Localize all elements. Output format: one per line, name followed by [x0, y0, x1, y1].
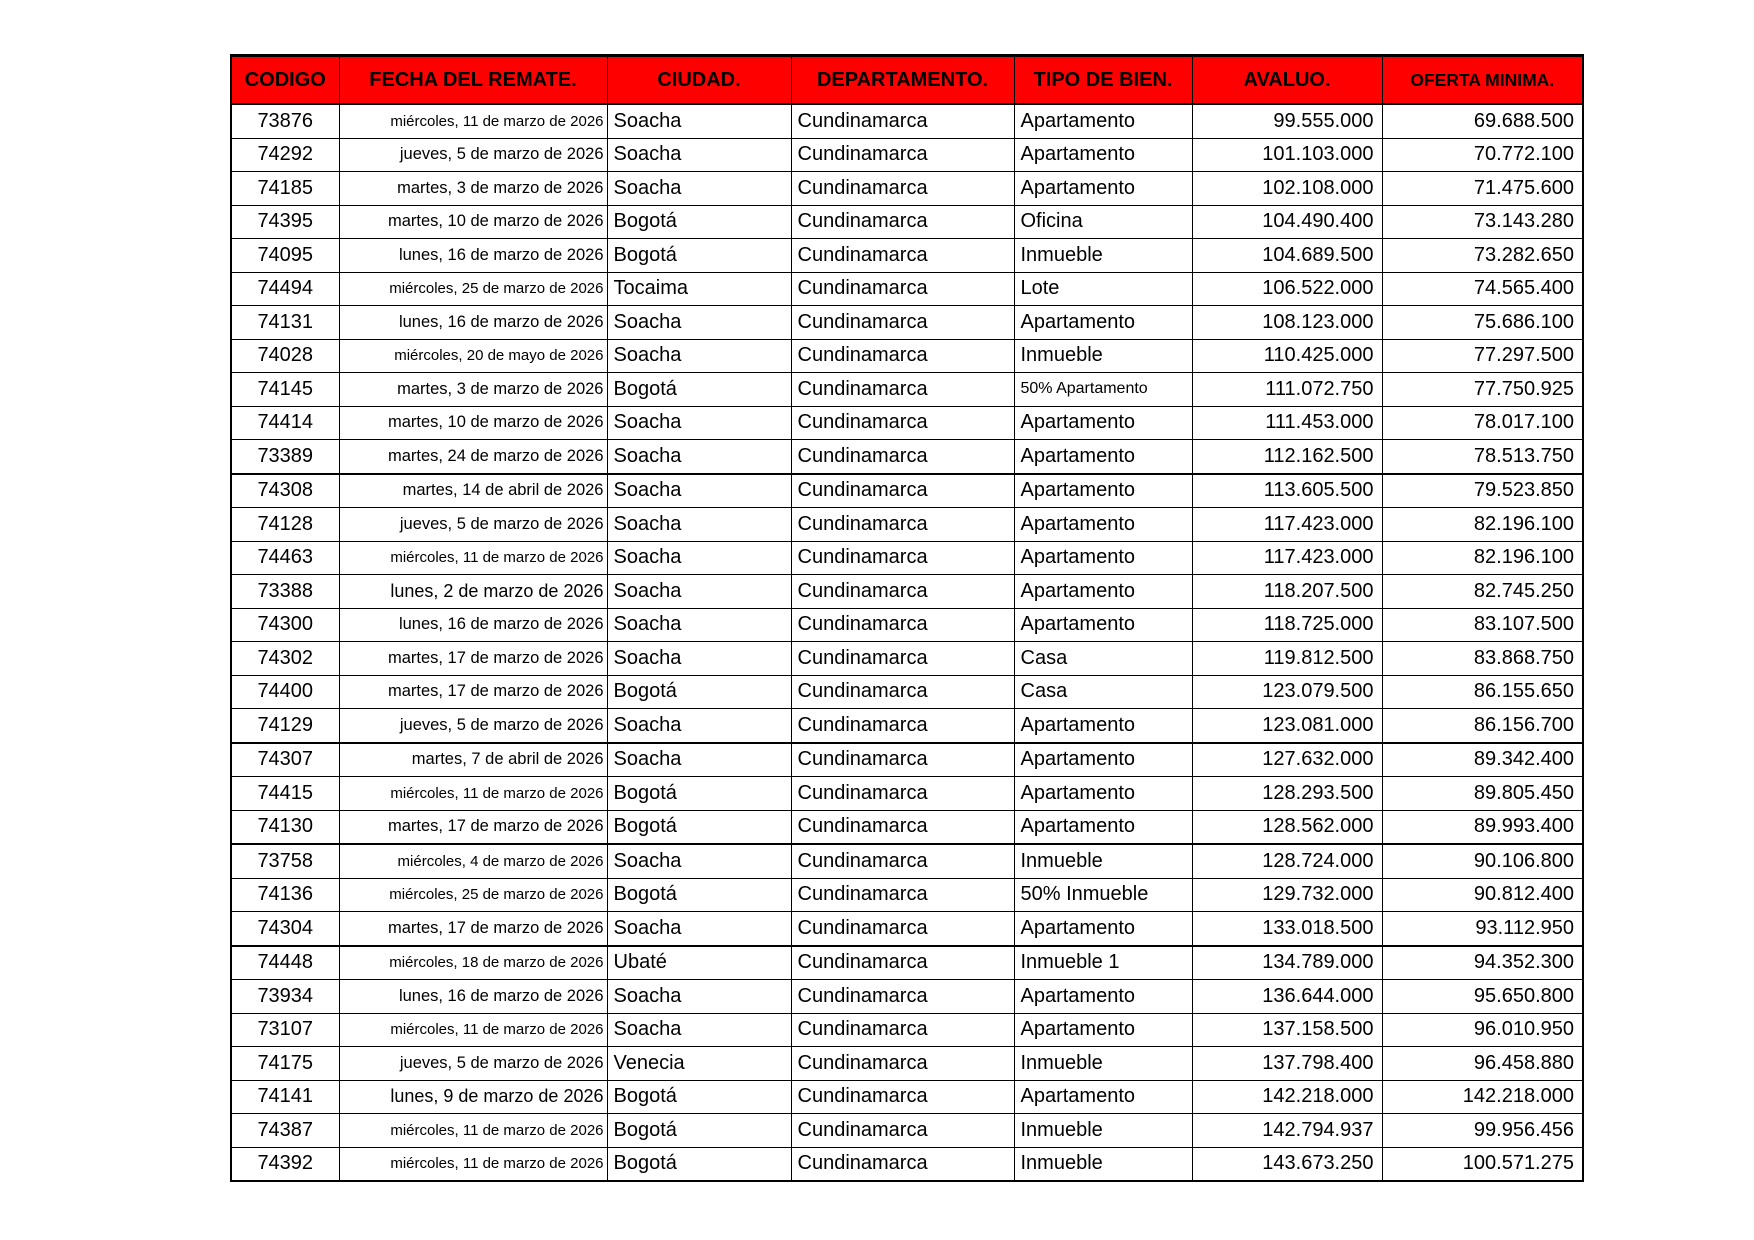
cell-departamento: Cundinamarca	[791, 272, 1014, 306]
cell-tipo: Lote	[1014, 272, 1192, 306]
cell-fecha: martes, 3 de marzo de 2026	[339, 172, 607, 206]
cell-departamento: Cundinamarca	[791, 205, 1014, 239]
cell-avaluo: 123.079.500	[1192, 675, 1382, 709]
table-row	[231, 912, 1583, 946]
cell-codigo: 74307	[231, 743, 339, 777]
cell-fecha: miércoles, 18 de marzo de 2026	[339, 946, 607, 980]
cell-tipo: Inmueble	[1014, 1147, 1192, 1181]
cell-oferta: 69.688.500	[1382, 104, 1583, 138]
cell-oferta: 142.218.000	[1382, 1080, 1583, 1114]
cell-departamento: Cundinamarca	[791, 1047, 1014, 1081]
cell-codigo: 74292	[231, 138, 339, 172]
cell-tipo: Inmueble	[1014, 339, 1192, 373]
cell-avaluo: 142.218.000	[1192, 1080, 1382, 1114]
cell-oferta: 82.745.250	[1382, 575, 1583, 609]
cell-avaluo: 110.425.000	[1192, 339, 1382, 373]
cell-avaluo: 112.162.500	[1192, 440, 1382, 474]
cell-avaluo: 137.158.500	[1192, 1013, 1382, 1047]
cell-departamento: Cundinamarca	[791, 239, 1014, 273]
cell-avaluo: 128.293.500	[1192, 777, 1382, 811]
cell-codigo: 74145	[231, 373, 339, 407]
cell-avaluo: 143.673.250	[1192, 1147, 1382, 1181]
cell-departamento: Cundinamarca	[791, 878, 1014, 912]
cell-tipo: Oficina	[1014, 205, 1192, 239]
cell-avaluo: 118.207.500	[1192, 575, 1382, 609]
cell-oferta: 86.156.700	[1382, 709, 1583, 743]
cell-codigo: 74415	[231, 777, 339, 811]
cell-tipo: Apartamento	[1014, 980, 1192, 1014]
cell-departamento: Cundinamarca	[791, 1114, 1014, 1148]
table-row	[231, 205, 1583, 239]
cell-codigo: 73758	[231, 844, 339, 878]
cell-fecha: martes, 24 de marzo de 2026	[339, 440, 607, 474]
cell-codigo: 74302	[231, 642, 339, 676]
header-avaluo: AVALUO.	[1192, 56, 1382, 105]
cell-tipo: Apartamento	[1014, 138, 1192, 172]
table-row	[231, 642, 1583, 676]
table-row	[231, 373, 1583, 407]
cell-fecha: miércoles, 25 de marzo de 2026	[339, 878, 607, 912]
cell-codigo: 74304	[231, 912, 339, 946]
cell-avaluo: 133.018.500	[1192, 912, 1382, 946]
cell-oferta: 78.017.100	[1382, 406, 1583, 440]
cell-tipo: Apartamento	[1014, 440, 1192, 474]
cell-departamento: Cundinamarca	[791, 810, 1014, 844]
cell-fecha: miércoles, 11 de marzo de 2026	[339, 541, 607, 575]
cell-departamento: Cundinamarca	[791, 642, 1014, 676]
cell-tipo: Apartamento	[1014, 810, 1192, 844]
table-row	[231, 810, 1583, 844]
cell-fecha: miércoles, 11 de marzo de 2026	[339, 1114, 607, 1148]
table-row	[231, 508, 1583, 542]
cell-departamento: Cundinamarca	[791, 440, 1014, 474]
cell-ciudad: Soacha	[607, 339, 791, 373]
cell-fecha: miércoles, 20 de mayo de 2026	[339, 339, 607, 373]
cell-tipo: Apartamento	[1014, 608, 1192, 642]
table-row	[231, 339, 1583, 373]
cell-oferta: 70.772.100	[1382, 138, 1583, 172]
cell-departamento: Cundinamarca	[791, 946, 1014, 980]
table-row	[231, 1047, 1583, 1081]
table-row	[231, 474, 1583, 508]
cell-tipo: Casa	[1014, 642, 1192, 676]
table-row	[231, 138, 1583, 172]
cell-fecha: lunes, 16 de marzo de 2026	[339, 239, 607, 273]
header-fecha-remate: FECHA DEL REMATE.	[339, 56, 607, 105]
cell-avaluo: 134.789.000	[1192, 946, 1382, 980]
cell-departamento: Cundinamarca	[791, 339, 1014, 373]
cell-departamento: Cundinamarca	[791, 1013, 1014, 1047]
cell-tipo: Apartamento	[1014, 306, 1192, 340]
header-codigo: CODIGO	[231, 56, 339, 105]
cell-codigo: 74175	[231, 1047, 339, 1081]
cell-avaluo: 102.108.000	[1192, 172, 1382, 206]
cell-avaluo: 128.724.000	[1192, 844, 1382, 878]
cell-fecha: jueves, 5 de marzo de 2026	[339, 508, 607, 542]
cell-tipo: Inmueble	[1014, 239, 1192, 273]
cell-oferta: 89.805.450	[1382, 777, 1583, 811]
cell-ciudad: Soacha	[607, 743, 791, 777]
cell-oferta: 77.750.925	[1382, 373, 1583, 407]
cell-avaluo: 101.103.000	[1192, 138, 1382, 172]
cell-departamento: Cundinamarca	[791, 743, 1014, 777]
cell-oferta: 90.106.800	[1382, 844, 1583, 878]
cell-departamento: Cundinamarca	[791, 104, 1014, 138]
cell-ciudad: Soacha	[607, 541, 791, 575]
cell-tipo: Apartamento	[1014, 743, 1192, 777]
auction-table	[230, 54, 1584, 1182]
cell-codigo: 73934	[231, 980, 339, 1014]
cell-fecha: miércoles, 4 de marzo de 2026	[339, 844, 607, 878]
cell-oferta: 75.686.100	[1382, 306, 1583, 340]
cell-departamento: Cundinamarca	[791, 844, 1014, 878]
cell-oferta: 99.956.456	[1382, 1114, 1583, 1148]
header-oferta-minima: OFERTA MINIMA.	[1382, 56, 1583, 105]
cell-ciudad: Ubaté	[607, 946, 791, 980]
cell-fecha: martes, 17 de marzo de 2026	[339, 675, 607, 709]
cell-departamento: Cundinamarca	[791, 709, 1014, 743]
cell-tipo: Apartamento	[1014, 474, 1192, 508]
cell-avaluo: 118.725.000	[1192, 608, 1382, 642]
cell-ciudad: Soacha	[607, 1013, 791, 1047]
cell-avaluo: 123.081.000	[1192, 709, 1382, 743]
cell-codigo: 74463	[231, 541, 339, 575]
cell-avaluo: 99.555.000	[1192, 104, 1382, 138]
cell-ciudad: Soacha	[607, 980, 791, 1014]
cell-oferta: 86.155.650	[1382, 675, 1583, 709]
cell-codigo: 73107	[231, 1013, 339, 1047]
header-ciudad: CIUDAD.	[607, 56, 791, 105]
table-row	[231, 406, 1583, 440]
cell-tipo: Apartamento	[1014, 777, 1192, 811]
cell-oferta: 74.565.400	[1382, 272, 1583, 306]
cell-codigo: 74136	[231, 878, 339, 912]
cell-fecha: martes, 10 de marzo de 2026	[339, 406, 607, 440]
cell-codigo: 74130	[231, 810, 339, 844]
cell-codigo: 74300	[231, 608, 339, 642]
cell-avaluo: 106.522.000	[1192, 272, 1382, 306]
table-row	[231, 104, 1583, 138]
cell-tipo: Casa	[1014, 675, 1192, 709]
cell-oferta: 83.868.750	[1382, 642, 1583, 676]
table-row	[231, 1114, 1583, 1148]
cell-avaluo: 117.423.000	[1192, 541, 1382, 575]
cell-oferta: 100.571.275	[1382, 1147, 1583, 1181]
cell-avaluo: 111.072.750	[1192, 373, 1382, 407]
cell-tipo: Apartamento	[1014, 1080, 1192, 1114]
cell-fecha: martes, 17 de marzo de 2026	[339, 912, 607, 946]
cell-tipo: Apartamento	[1014, 575, 1192, 609]
cell-ciudad: Soacha	[607, 709, 791, 743]
cell-departamento: Cundinamarca	[791, 541, 1014, 575]
header-tipo-bien: TIPO DE BIEN.	[1014, 56, 1192, 105]
cell-departamento: Cundinamarca	[791, 172, 1014, 206]
cell-fecha: jueves, 5 de marzo de 2026	[339, 709, 607, 743]
cell-codigo: 74414	[231, 406, 339, 440]
cell-fecha: martes, 10 de marzo de 2026	[339, 205, 607, 239]
cell-codigo: 74129	[231, 709, 339, 743]
cell-fecha: lunes, 2 de marzo de 2026	[339, 575, 607, 609]
cell-ciudad: Bogotá	[607, 1080, 791, 1114]
cell-fecha: jueves, 5 de marzo de 2026	[339, 1047, 607, 1081]
cell-fecha: martes, 17 de marzo de 2026	[339, 810, 607, 844]
cell-tipo: 50% Apartamento	[1014, 373, 1192, 407]
cell-avaluo: 136.644.000	[1192, 980, 1382, 1014]
cell-codigo: 74028	[231, 339, 339, 373]
cell-departamento: Cundinamarca	[791, 406, 1014, 440]
cell-departamento: Cundinamarca	[791, 306, 1014, 340]
cell-ciudad: Soacha	[607, 912, 791, 946]
cell-oferta: 82.196.100	[1382, 508, 1583, 542]
cell-tipo: Apartamento	[1014, 508, 1192, 542]
cell-oferta: 73.282.650	[1382, 239, 1583, 273]
cell-codigo: 74448	[231, 946, 339, 980]
cell-ciudad: Tocaima	[607, 272, 791, 306]
cell-departamento: Cundinamarca	[791, 608, 1014, 642]
cell-avaluo: 113.605.500	[1192, 474, 1382, 508]
cell-ciudad: Soacha	[607, 575, 791, 609]
cell-codigo: 74392	[231, 1147, 339, 1181]
cell-ciudad: Bogotá	[607, 810, 791, 844]
cell-avaluo: 127.632.000	[1192, 743, 1382, 777]
cell-departamento: Cundinamarca	[791, 675, 1014, 709]
cell-tipo: Apartamento	[1014, 1013, 1192, 1047]
table-row	[231, 272, 1583, 306]
cell-ciudad: Soacha	[607, 844, 791, 878]
cell-tipo: Apartamento	[1014, 541, 1192, 575]
cell-oferta: 90.812.400	[1382, 878, 1583, 912]
cell-oferta: 89.993.400	[1382, 810, 1583, 844]
cell-avaluo: 117.423.000	[1192, 508, 1382, 542]
cell-departamento: Cundinamarca	[791, 508, 1014, 542]
cell-tipo: 50% Inmueble	[1014, 878, 1192, 912]
table-row	[231, 777, 1583, 811]
cell-ciudad: Soacha	[607, 608, 791, 642]
table-row	[231, 440, 1583, 474]
cell-codigo: 74131	[231, 306, 339, 340]
cell-codigo: 74095	[231, 239, 339, 273]
auction-table-container	[230, 54, 1584, 1182]
cell-oferta: 73.143.280	[1382, 205, 1583, 239]
cell-ciudad: Soacha	[607, 138, 791, 172]
cell-codigo: 74141	[231, 1080, 339, 1114]
table-row	[231, 743, 1583, 777]
cell-oferta: 77.297.500	[1382, 339, 1583, 373]
cell-oferta: 78.513.750	[1382, 440, 1583, 474]
cell-oferta: 83.107.500	[1382, 608, 1583, 642]
table-row	[231, 844, 1583, 878]
cell-tipo: Apartamento	[1014, 406, 1192, 440]
table-row	[231, 239, 1583, 273]
cell-avaluo: 128.562.000	[1192, 810, 1382, 844]
cell-fecha: jueves, 5 de marzo de 2026	[339, 138, 607, 172]
table-row	[231, 172, 1583, 206]
cell-fecha: lunes, 16 de marzo de 2026	[339, 608, 607, 642]
cell-ciudad: Soacha	[607, 306, 791, 340]
table-row	[231, 1080, 1583, 1114]
cell-codigo: 73389	[231, 440, 339, 474]
cell-oferta: 79.523.850	[1382, 474, 1583, 508]
cell-avaluo: 111.453.000	[1192, 406, 1382, 440]
cell-tipo: Apartamento	[1014, 104, 1192, 138]
cell-codigo: 74387	[231, 1114, 339, 1148]
cell-avaluo: 137.798.400	[1192, 1047, 1382, 1081]
cell-fecha: martes, 3 de marzo de 2026	[339, 373, 607, 407]
cell-fecha: martes, 7 de abril de 2026	[339, 743, 607, 777]
cell-codigo: 73388	[231, 575, 339, 609]
cell-departamento: Cundinamarca	[791, 1080, 1014, 1114]
cell-departamento: Cundinamarca	[791, 474, 1014, 508]
cell-codigo: 74185	[231, 172, 339, 206]
cell-avaluo: 108.123.000	[1192, 306, 1382, 340]
cell-tipo: Inmueble	[1014, 844, 1192, 878]
table-row	[231, 541, 1583, 575]
table-row	[231, 608, 1583, 642]
cell-oferta: 96.458.880	[1382, 1047, 1583, 1081]
cell-avaluo: 129.732.000	[1192, 878, 1382, 912]
cell-fecha: miércoles, 11 de marzo de 2026	[339, 1013, 607, 1047]
table-row	[231, 306, 1583, 340]
cell-codigo: 74395	[231, 205, 339, 239]
cell-oferta: 82.196.100	[1382, 541, 1583, 575]
cell-ciudad: Bogotá	[607, 205, 791, 239]
cell-oferta: 93.112.950	[1382, 912, 1583, 946]
cell-fecha: martes, 17 de marzo de 2026	[339, 642, 607, 676]
cell-tipo: Inmueble	[1014, 1114, 1192, 1148]
cell-ciudad: Bogotá	[607, 777, 791, 811]
cell-oferta: 89.342.400	[1382, 743, 1583, 777]
cell-ciudad: Bogotá	[607, 1147, 791, 1181]
cell-fecha: lunes, 16 de marzo de 2026	[339, 306, 607, 340]
table-row	[231, 675, 1583, 709]
table-row	[231, 878, 1583, 912]
cell-ciudad: Bogotá	[607, 239, 791, 273]
table-body	[231, 104, 1583, 1181]
cell-ciudad: Bogotá	[607, 878, 791, 912]
cell-fecha: miércoles, 11 de marzo de 2026	[339, 777, 607, 811]
cell-ciudad: Bogotá	[607, 373, 791, 407]
cell-departamento: Cundinamarca	[791, 373, 1014, 407]
cell-tipo: Apartamento	[1014, 912, 1192, 946]
cell-avaluo: 104.490.400	[1192, 205, 1382, 239]
cell-departamento: Cundinamarca	[791, 138, 1014, 172]
cell-codigo: 74494	[231, 272, 339, 306]
cell-ciudad: Soacha	[607, 406, 791, 440]
cell-departamento: Cundinamarca	[791, 912, 1014, 946]
table-row	[231, 709, 1583, 743]
cell-ciudad: Soacha	[607, 642, 791, 676]
cell-ciudad: Soacha	[607, 172, 791, 206]
cell-fecha: miércoles, 11 de marzo de 2026	[339, 104, 607, 138]
header-row	[231, 56, 1583, 105]
cell-tipo: Apartamento	[1014, 709, 1192, 743]
cell-fecha: miércoles, 25 de marzo de 2026	[339, 272, 607, 306]
cell-oferta: 95.650.800	[1382, 980, 1583, 1014]
cell-avaluo: 142.794.937	[1192, 1114, 1382, 1148]
cell-fecha: martes, 14 de abril de 2026	[339, 474, 607, 508]
table-row	[231, 946, 1583, 980]
cell-codigo: 74128	[231, 508, 339, 542]
cell-oferta: 94.352.300	[1382, 946, 1583, 980]
cell-fecha: lunes, 16 de marzo de 2026	[339, 980, 607, 1014]
cell-ciudad: Soacha	[607, 508, 791, 542]
table-row	[231, 575, 1583, 609]
cell-ciudad: Soacha	[607, 474, 791, 508]
cell-tipo: Apartamento	[1014, 172, 1192, 206]
cell-departamento: Cundinamarca	[791, 575, 1014, 609]
cell-departamento: Cundinamarca	[791, 1147, 1014, 1181]
header-departamento: DEPARTAMENTO.	[791, 56, 1014, 105]
table-row	[231, 1013, 1583, 1047]
cell-avaluo: 119.812.500	[1192, 642, 1382, 676]
cell-oferta: 71.475.600	[1382, 172, 1583, 206]
cell-ciudad: Venecia	[607, 1047, 791, 1081]
cell-ciudad: Bogotá	[607, 1114, 791, 1148]
cell-codigo: 73876	[231, 104, 339, 138]
cell-departamento: Cundinamarca	[791, 777, 1014, 811]
table-row	[231, 1147, 1583, 1181]
cell-departamento: Cundinamarca	[791, 980, 1014, 1014]
cell-ciudad: Bogotá	[607, 675, 791, 709]
cell-oferta: 96.010.950	[1382, 1013, 1583, 1047]
cell-fecha: lunes, 9 de marzo de 2026	[339, 1080, 607, 1114]
cell-tipo: Inmueble 1	[1014, 946, 1192, 980]
cell-codigo: 74308	[231, 474, 339, 508]
cell-codigo: 74400	[231, 675, 339, 709]
cell-avaluo: 104.689.500	[1192, 239, 1382, 273]
cell-tipo: Inmueble	[1014, 1047, 1192, 1081]
cell-ciudad: Soacha	[607, 440, 791, 474]
cell-fecha: miércoles, 11 de marzo de 2026	[339, 1147, 607, 1181]
cell-ciudad: Soacha	[607, 104, 791, 138]
table-row	[231, 980, 1583, 1014]
